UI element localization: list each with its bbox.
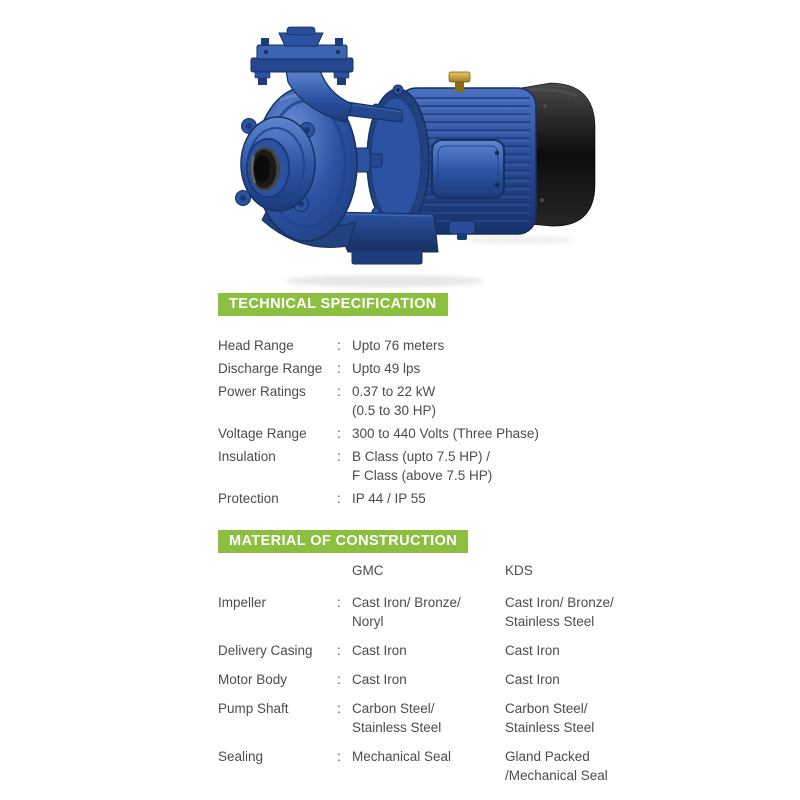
colon: :	[337, 749, 341, 764]
value-line: 0.37 to 22 kW	[352, 384, 436, 399]
value-line: Noryl	[352, 614, 384, 629]
value-line: Upto 49 lps	[352, 361, 421, 376]
material-row-delivery-casing	[218, 641, 650, 660]
value-line: Mechanical Seal	[352, 749, 452, 764]
value-line: (0.5 to 30 HP)	[352, 403, 437, 418]
gmc-value	[352, 593, 505, 631]
gmc-value	[352, 641, 505, 660]
spec-row-protection	[218, 489, 648, 508]
row-value	[352, 447, 648, 485]
material-row-impeller	[218, 593, 650, 631]
value-line: Cast Iron	[505, 643, 560, 658]
value-line: Cast Iron/ Bronze/	[505, 595, 614, 610]
row-label: Impeller	[218, 595, 267, 610]
kds-value	[505, 699, 650, 737]
value-line: Stainless Steel	[352, 720, 442, 735]
material-column-header-row	[218, 561, 650, 580]
gmc-value	[352, 699, 505, 737]
column-header-gmc: GMC	[352, 563, 384, 578]
suction-flange	[236, 117, 316, 212]
row-value	[352, 424, 648, 443]
material-row-pump-shaft	[218, 699, 650, 737]
colon: :	[337, 426, 341, 441]
spec-row-discharge-range	[218, 359, 648, 378]
row-label: Head Range	[218, 338, 294, 353]
row-label: Discharge Range	[218, 361, 323, 376]
colon: :	[337, 595, 341, 610]
kds-value	[505, 670, 650, 689]
colon: :	[337, 491, 341, 506]
row-label: Pump Shaft	[218, 701, 289, 716]
value-line: Cast Iron	[352, 672, 407, 687]
row-label: Protection	[218, 491, 279, 506]
value-line: Cast Iron	[352, 643, 407, 658]
spec-row-voltage-range	[218, 424, 648, 443]
technical-specification-section	[218, 293, 648, 512]
row-label: Motor Body	[218, 672, 288, 687]
material-of-construction-rows	[218, 561, 650, 785]
row-value	[352, 336, 648, 355]
material-of-construction-header: MATERIAL OF CONSTRUCTION	[218, 530, 468, 553]
value-line: Upto 76 meters	[352, 338, 445, 353]
value-line: Carbon Steel/	[505, 701, 588, 716]
value-line: F Class (above 7.5 HP)	[352, 468, 493, 483]
row-label: Sealing	[218, 749, 264, 764]
value-line: IP 44 / IP 55	[352, 491, 426, 506]
kds-value	[505, 641, 650, 660]
drain-plug	[449, 221, 475, 240]
value-line: Stainless Steel	[505, 720, 595, 735]
row-value	[352, 489, 648, 508]
spec-row-head-range	[218, 336, 648, 355]
value-line: Cast Iron	[505, 672, 560, 687]
colon: :	[337, 701, 341, 716]
value-line: 300 to 440 Volts (Three Phase)	[352, 426, 539, 441]
row-value	[352, 382, 648, 420]
row-label: Insulation	[218, 449, 276, 464]
value-line: B Class (upto 7.5 HP) /	[352, 449, 491, 464]
colon: :	[337, 338, 341, 353]
gmc-value	[352, 670, 505, 689]
row-value	[352, 359, 648, 378]
value-line: /Mechanical Seal	[505, 768, 608, 783]
empty-cell	[218, 561, 337, 580]
colon: :	[337, 672, 341, 687]
value-line: Stainless Steel	[505, 614, 595, 629]
empty-cell	[337, 561, 352, 580]
material-row-motor-body	[218, 670, 650, 689]
colon: :	[337, 449, 341, 464]
spec-row-power-ratings	[218, 382, 648, 420]
pump-product-image	[170, 8, 630, 293]
value-line: Gland Packed	[505, 749, 590, 764]
terminal-box-cover	[432, 140, 504, 198]
value-line: Cast Iron/ Bronze/	[352, 595, 461, 610]
column-header-kds: KDS	[505, 563, 533, 578]
material-of-construction-section	[218, 530, 650, 795]
row-label: Voltage Range	[218, 426, 307, 441]
row-label: Delivery Casing	[218, 643, 313, 658]
value-line: Carbon Steel/	[352, 701, 435, 716]
colon: :	[337, 643, 341, 658]
kds-value	[505, 747, 650, 785]
technical-specification-rows	[218, 336, 648, 508]
material-row-sealing	[218, 747, 650, 785]
spec-row-insulation	[218, 447, 648, 485]
colon: :	[337, 361, 341, 376]
row-label: Power Ratings	[218, 384, 306, 399]
technical-specification-header: TECHNICAL SPECIFICATION	[218, 293, 448, 316]
kds-value	[505, 593, 650, 631]
colon: :	[337, 384, 341, 399]
gmc-value	[352, 747, 505, 785]
